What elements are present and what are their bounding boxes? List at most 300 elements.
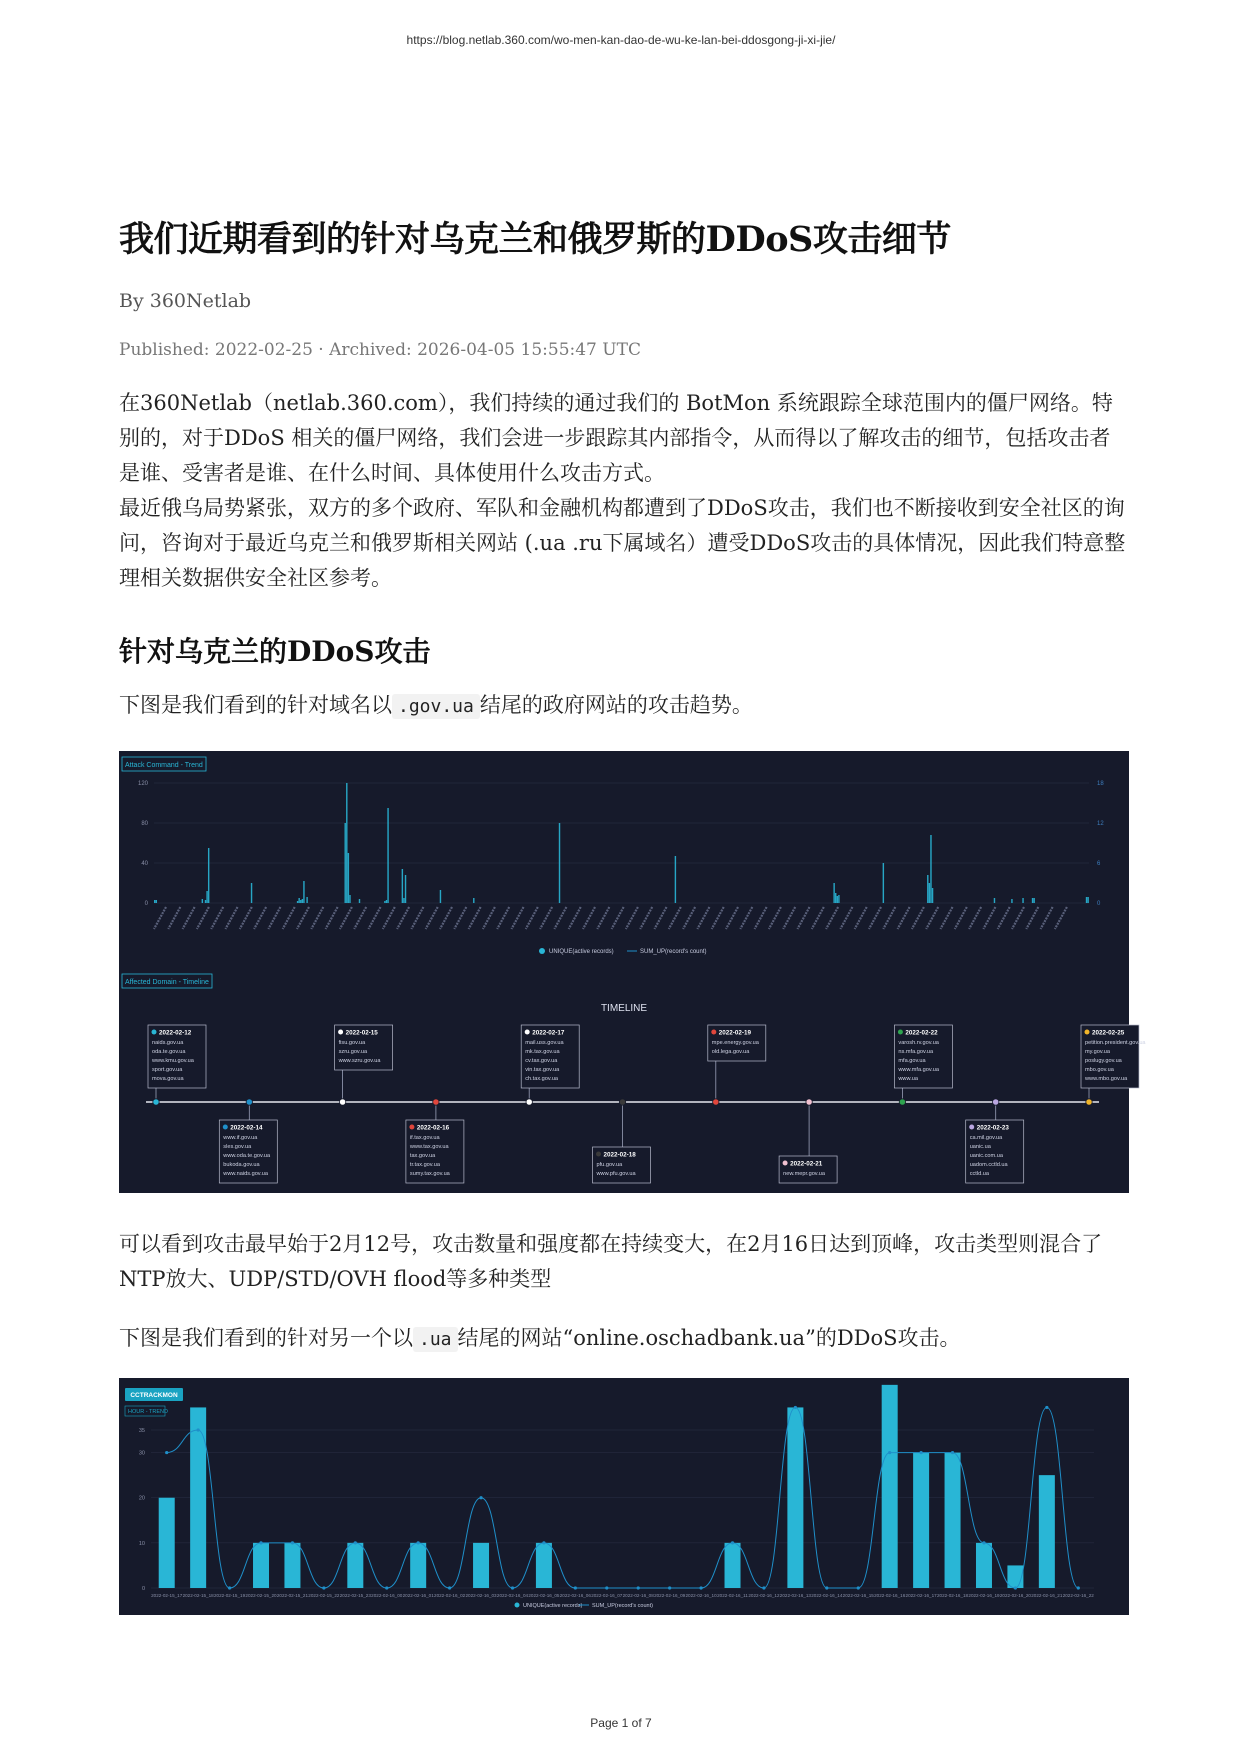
cc-y-tick: 10 [138, 1540, 145, 1547]
trend-bar [208, 848, 209, 903]
trend-label [122, 757, 206, 771]
trend-x-tick-label [340, 907, 352, 929]
cc-x-tick: 2022-02-15_17 [151, 1593, 183, 1598]
timeline-event-domain: fisu.gov.ua [338, 1040, 366, 1046]
timeline-event-date: 2022-02-23 [976, 1124, 1009, 1132]
trend-x-tick-label [783, 907, 795, 929]
cc-x-tick: 2022-02-16_07 [591, 1593, 623, 1598]
gov-ua-paragraph [119, 688, 1129, 724]
trend-x-tick-label [268, 907, 280, 929]
timeline-node [993, 1099, 999, 1105]
trend-bar [1033, 898, 1034, 903]
cc-x-tick: 2022-02-16_18 [936, 1593, 969, 1598]
trend-bar [384, 901, 385, 903]
trend-x-tick-label [926, 907, 938, 929]
ua-code: .ua [413, 1327, 458, 1352]
cc-bar [787, 1407, 803, 1588]
trend-x-tick-label [983, 907, 995, 929]
cc-x-tick: 2022-02-16_09 [654, 1593, 686, 1598]
trend-x-tick-label [440, 907, 452, 929]
timeline-event [708, 1025, 766, 1105]
trend-x-tick-label [655, 907, 667, 929]
gov-ua-text-pre: 下图是我们看到的针对域名以 [119, 693, 392, 717]
trend-x-tick-label [912, 907, 924, 929]
trend-x-tick-label [397, 907, 409, 929]
trend-bar [833, 883, 834, 903]
trend-x-tick-label [254, 907, 266, 929]
trend-x-tick-label [168, 907, 180, 929]
timeline-event-dot [596, 1152, 601, 1157]
timeline-event-domain: cctld.ua [969, 1171, 989, 1177]
timeline-event-date: 2022-02-21 [790, 1160, 823, 1168]
trend-bar [346, 783, 347, 903]
cc-sum-point [417, 1541, 420, 1544]
cc-sum-point [259, 1541, 262, 1544]
trend-bar [835, 893, 836, 903]
publish-info: Published: 2022-02-25 · Archived: 2026-04-05 15:55:47 UTC [119, 340, 641, 360]
timeline-event-domain: my.gov.ua [1085, 1049, 1110, 1055]
cc-sum-point [920, 1451, 923, 1454]
cc-sum-point [731, 1541, 734, 1544]
trend-bar [1022, 898, 1023, 903]
timeline-event-domain: poslugy.gov.ua [1085, 1058, 1122, 1064]
timeline-event-dot [409, 1125, 414, 1130]
trend-bar [883, 863, 884, 903]
timeline-event-domain: naids.gov.ua [152, 1040, 184, 1046]
timeline-event-date: 2022-02-17 [532, 1029, 565, 1037]
timeline-event-domain: www.kmu.gov.ua [152, 1058, 194, 1064]
cc-sum-point [385, 1586, 388, 1589]
timeline-event [521, 1025, 579, 1105]
cc-sum-point [197, 1428, 200, 1431]
trend-bar [303, 881, 304, 903]
timeline-event-dot [1085, 1030, 1090, 1035]
trend-bar [154, 900, 155, 903]
cc-bar [536, 1543, 552, 1588]
trend-x-tick-label [326, 907, 338, 929]
trend-y2-tick: 6 [1097, 861, 1101, 867]
timeline-event-domain: www.ua [898, 1076, 918, 1082]
timeline-event-domain: mova.gov.ua [152, 1076, 184, 1082]
cc-sum-point [982, 1541, 985, 1544]
oschadbank-text-pre: 下图是我们看到的针对另一个以 [119, 1326, 413, 1350]
cc-sum-point [888, 1451, 891, 1454]
trend-x-tick-label [1012, 907, 1024, 929]
trend-x-tick-label [297, 907, 309, 929]
cc-bar [253, 1543, 269, 1588]
trend-x-tick-label [640, 907, 652, 929]
trend-legend-unique: UNIQUE(active records) [549, 949, 614, 955]
trend-x-tick-label [755, 907, 767, 929]
trend-x-tick-label [426, 907, 438, 929]
trend-y2-tick: 12 [1097, 821, 1104, 827]
trend-x-tick-label [840, 907, 852, 929]
trend-y2-tick: 18 [1097, 781, 1104, 787]
timeline-event-domain: mbo.gov.ua [1085, 1067, 1114, 1073]
trend-y-tick: 80 [141, 821, 148, 827]
cc-legend-unique: UNIQUE(active records) [523, 1603, 583, 1609]
timeline-node [713, 1099, 719, 1105]
timeline-event-domain: vin.tax.gov.ua [525, 1067, 560, 1073]
page-footer: Page 1 of 7 [590, 1716, 652, 1730]
cc-x-tick: 2022-02-15_23 [339, 1593, 371, 1598]
cc-title: CCTRACKMON [130, 1392, 178, 1399]
trend-bar [348, 853, 349, 903]
timeline-event [779, 1099, 837, 1183]
trend-bar [405, 875, 406, 903]
cc-x-tick: 2022-02-15_19 [213, 1593, 246, 1598]
trend-bar [675, 856, 676, 903]
trend-bar [559, 823, 560, 903]
timeline-event-domain: mk.tax.gov.ua [525, 1049, 560, 1055]
timeline-event-date: 2022-02-16 [416, 1124, 450, 1132]
trend-y2-tick: 0 [1097, 901, 1101, 907]
trend-legend [539, 948, 707, 955]
trend-x-tick-label [569, 907, 581, 929]
analysis-paragraph: 可以看到攻击最早始于2月12号，攻击数量和强度都在持续变大，在2月16日达到顶峰，攻击类型则混合了NTP放大、UDP/STD/OVH flood等多种类型 [119, 1232, 1103, 1291]
trend-bar [386, 900, 387, 903]
trend-bar [297, 901, 298, 903]
trend-bar [359, 899, 360, 903]
cc-x-tick: 2022-02-16_21 [1031, 1593, 1063, 1598]
cc-sum-point [322, 1586, 325, 1589]
timeline-event-domain: oda.te.gov.ua [152, 1049, 186, 1055]
cc-sum-point [542, 1541, 545, 1544]
cc-bar [882, 1385, 898, 1588]
cc-legend-swatch-unique [515, 1603, 520, 1608]
trend-bar [251, 883, 252, 903]
timeline-node [619, 1099, 625, 1105]
timeline-event-date: 2022-02-25 [1092, 1029, 1125, 1037]
timeline-label [122, 974, 212, 988]
trend-bar [930, 835, 931, 903]
trend-legend-swatch-unique [539, 948, 545, 954]
timeline-event-domain: if.tax.gov.ua [409, 1135, 440, 1141]
cc-x-tick: 2022-02-15_18 [182, 1593, 214, 1598]
cc-sum-point [794, 1406, 797, 1409]
timeline-event-domain: www.naids.gov.ua [223, 1171, 268, 1177]
cc-x-tick: 2022-02-15_20 [245, 1593, 277, 1598]
trend-x-tick-label [941, 907, 953, 929]
timeline-event-date: 2022-02-15 [345, 1029, 378, 1037]
timeline-event-domain: szru.gov.ua [338, 1049, 368, 1055]
trend-bar [1086, 897, 1087, 903]
oschadbank-paragraph [119, 1321, 1129, 1357]
cc-x-tick: 2022-02-16_06 [559, 1593, 591, 1598]
cc-bar [159, 1498, 175, 1588]
cc-x-tick: 2022-02-16_00 [371, 1593, 403, 1598]
cc-sum-point [668, 1586, 671, 1589]
timeline-event-domain: petition.president.gov.ua [1085, 1040, 1146, 1046]
trend-bar [927, 875, 928, 903]
timeline-event-domain: ca.mil.gov.ua [969, 1135, 1003, 1141]
cc-x-tick: 2022-02-16_15 [842, 1593, 874, 1598]
cc-sum-point [228, 1586, 231, 1589]
trend-bars [154, 783, 1089, 903]
timeline-event-domain: www.mbo.gov.ua [1085, 1076, 1128, 1082]
trend-bar [440, 890, 441, 903]
cc-bar [945, 1453, 961, 1588]
timeline-event-domain: ns.mfa.gov.ua [898, 1049, 934, 1055]
trend-x-tick-label [497, 907, 509, 929]
timeline-event [593, 1099, 651, 1183]
trend-bar [838, 895, 839, 903]
timeline-event-domain: new.mepr.gov.ua [783, 1171, 825, 1177]
cc-x-tick: 2022-02-16_17 [905, 1593, 937, 1598]
timeline-event-domain: sport.gov.ua [152, 1067, 183, 1073]
cc-sum-point [448, 1586, 451, 1589]
timeline-node [899, 1099, 905, 1105]
trend-x-tick-label [812, 907, 824, 929]
trend-bar [994, 898, 995, 903]
cc-x-tick: 2022-02-16_14 [811, 1593, 843, 1598]
cc-bar [410, 1543, 426, 1588]
timeline-event-date: 2022-02-18 [603, 1151, 636, 1159]
timeline-event-domain: mfa.gov.ua [898, 1058, 926, 1064]
trend-x-tick-label [526, 907, 538, 929]
intro-paragraph: 在360Netlab（netlab.360.com），我们持续的通过我们的 BotMon 系统跟踪全球范围内的僵尸网络。特别的，对于DDoS 相关的僵尸网络，我们会进一步跟踪其内部指令，从而得以了解攻击的细节，包括攻击者是谁、受害者是谁、在什么时间、具体使用什么攻击方式。 [119, 391, 1113, 485]
trend-label-text: Attack Command - Trend [125, 762, 203, 769]
cc-bar [284, 1543, 300, 1588]
trend-bar [1011, 899, 1012, 903]
trend-x-tick-label [898, 907, 910, 929]
trend-x-tick-label [969, 907, 981, 929]
timeline-event-dot [783, 1161, 788, 1166]
trend-x-tick-label [726, 907, 738, 929]
cc-sum-point [951, 1451, 954, 1454]
cc-bars [159, 1385, 1055, 1588]
trend-y-tick: 40 [141, 861, 148, 867]
oschadbank-text-post: 结尾的网站“online.oschadbank.ua”的DDoS攻击。 [457, 1326, 961, 1350]
trend-bar [932, 888, 933, 903]
cc-sum-point [354, 1541, 357, 1544]
cc-sum-point [511, 1586, 514, 1589]
cc-x-tick: 2022-02-16_08 [622, 1593, 654, 1598]
timeline-event [966, 1099, 1024, 1183]
cc-sum-point [605, 1586, 608, 1589]
trend-x-tick-label [1055, 907, 1067, 929]
trend-x-tick-label [383, 907, 395, 929]
timeline-event [219, 1099, 277, 1183]
trend-x-tick-label [826, 907, 838, 929]
trend-bar [929, 883, 930, 903]
timeline-event-domain: www.tax.gov.ua [409, 1144, 449, 1150]
timeline-event [148, 1025, 206, 1105]
timeline-event-domain: uanic.ua [969, 1144, 991, 1150]
trend-x-tick-label [226, 907, 238, 929]
timeline-event-domain: bukoda.gov.ua [223, 1162, 260, 1168]
timeline-event [1081, 1025, 1146, 1105]
cc-x-tick: 2022-02-16_01 [402, 1593, 434, 1598]
timeline-event-domain: sumy.tax.gov.ua [409, 1171, 450, 1177]
timeline-event-domain: www.if.gov.ua [223, 1135, 258, 1141]
cc-x-tick: 2022-02-16_12 [748, 1593, 780, 1598]
timeline-event-dot [969, 1125, 974, 1130]
timeline-event-domain: varosh.rv.gov.ua [898, 1040, 939, 1046]
cc-sum-point [857, 1586, 860, 1589]
timeline-node [153, 1099, 159, 1105]
trend-x-tick-label [369, 907, 381, 929]
trend-x-tick-label [697, 907, 709, 929]
trend-bar [306, 897, 307, 903]
cc-x-tick: 2022-02-16_02 [434, 1593, 466, 1598]
timeline-node [246, 1099, 252, 1105]
cc-sum-point [479, 1496, 482, 1499]
trend-bar [1087, 897, 1088, 903]
trend-x-tick-label [583, 907, 595, 929]
trend-bar [387, 808, 388, 903]
timeline-event-domain: tax.gov.ua [409, 1153, 436, 1159]
cc-x-tick: 2022-02-16_05 [528, 1593, 560, 1598]
cc-bar [347, 1543, 363, 1588]
trend-bar [403, 898, 404, 903]
timeline-event-domain: mpe.energy.gov.ua [711, 1040, 759, 1046]
timeline-event-domain: uanic.com.ua [969, 1153, 1003, 1159]
timeline-event-dot [223, 1125, 228, 1130]
cc-bar [1007, 1565, 1023, 1588]
trend-x-tick-label [712, 907, 724, 929]
cc-y-tick: 30 [138, 1450, 145, 1457]
trend-bar [206, 891, 207, 903]
cc-sum-point [291, 1541, 294, 1544]
trend-bar [473, 898, 474, 903]
trend-x-tick-label [411, 907, 423, 929]
timeline-event-domain: www.oda.te.gov.ua [223, 1153, 271, 1159]
timeline-event-domain: uadom.cctld.ua [969, 1162, 1008, 1168]
trend-x-tick-label [240, 907, 252, 929]
trend-x-tick-label [311, 907, 323, 929]
cc-x-tick: 2022-02-16_22 [1062, 1593, 1094, 1598]
trend-bar [837, 896, 838, 903]
trend-bar [298, 898, 299, 903]
cc-header [125, 1388, 183, 1416]
trend-x-tick-label [955, 907, 967, 929]
cc-subtitle: HOUR - TREND [128, 1409, 168, 1415]
oschadbank-figure [119, 1378, 1129, 1615]
timeline-event [406, 1099, 464, 1183]
timeline-event-domain: tr.tax.gov.ua [409, 1162, 440, 1168]
timeline-event-dot [338, 1030, 343, 1035]
trend-x-tick-label [454, 907, 466, 929]
cc-x-tick: 2022-02-16_13 [779, 1593, 811, 1598]
timeline-event-domain: cv.tax.gov.ua [525, 1058, 558, 1064]
timeline-label-text: Affected Domain - Timeline [125, 979, 209, 986]
trend-x-tick-label [612, 907, 624, 929]
timeline-event-domain: www.mfa.gov.ua [898, 1067, 940, 1073]
trend-x-tick-label [154, 907, 166, 929]
timeline-event-domain: www.szru.gov.ua [338, 1058, 381, 1064]
trend-x-tick-label [683, 907, 695, 929]
trend-x-tick-label [869, 907, 881, 929]
timeline-node [339, 1099, 345, 1105]
timeline-event-dot [711, 1030, 716, 1035]
trend-x-tick-label [211, 907, 223, 929]
timeline-event [894, 1025, 952, 1105]
cc-sum-point [1014, 1586, 1017, 1589]
trend-x-tick-label [1041, 907, 1053, 929]
timeline-node [1086, 1099, 1092, 1105]
cc-bar [913, 1453, 929, 1588]
timeline-event-date: 2022-02-19 [718, 1029, 752, 1037]
trend-x-tick-label [998, 907, 1010, 929]
trend-x-tick-label [469, 907, 481, 929]
timeline-event [335, 1025, 393, 1105]
cc-sum-point [762, 1586, 765, 1589]
gov-ua-chart [119, 751, 1146, 1193]
timeline-event-dot [898, 1030, 903, 1035]
trend-y-tick: 0 [144, 901, 148, 907]
trend-x-tick-label [483, 907, 495, 929]
cc-bar [725, 1543, 741, 1588]
trend-bar [202, 899, 203, 903]
page-url: https://blog.netlab.360.com/wo-men-kan-dao-de-wu-ke-lan-bei-ddosgong-ji-xi-jie/ [406, 33, 836, 47]
cc-sum-point [165, 1451, 168, 1454]
trend-x-tick-label [1026, 907, 1038, 929]
cc-y-tick: 35 [138, 1428, 145, 1434]
timeline-node [526, 1099, 532, 1105]
context-paragraph: 最近俄乌局势紧张，双方的多个政府、军队和金融机构都遭到了DDoS攻击，我们也不断接收到安全社区的询问，咨询对于最近乌克兰和俄罗斯相关网站 (.ua .ru下属域名）遭受DDoS攻击的具体情况，因此我们特意整理相关数据供安全社区参考。 [119, 496, 1126, 590]
timeline-event-date: 2022-02-12 [159, 1029, 192, 1037]
timeline-event-domain: www.pfu.gov.ua [596, 1171, 636, 1177]
timeline-node [433, 1099, 439, 1105]
trend-x-tick-label [798, 907, 810, 929]
oschadbank-chart [119, 1378, 1129, 1615]
cc-x-tick: 2022-02-16_11 [717, 1593, 748, 1598]
byline: By 360Netlab [119, 290, 252, 312]
trend-bar [205, 900, 206, 903]
trend-bar [156, 900, 157, 903]
timeline-node [806, 1099, 812, 1105]
trend-bar [300, 900, 301, 903]
trend-x-tick-label [540, 907, 552, 929]
trend-bar [344, 823, 345, 903]
trend-bar [349, 895, 350, 903]
section-heading: 针对乌克兰的DDoS攻击 [119, 635, 431, 668]
trend-x-tick-label [354, 907, 366, 929]
cc-sum-point [699, 1586, 702, 1589]
trend-x-tick-label [626, 907, 638, 929]
article-title: 我们近期看到的针对乌克兰和俄罗斯的DDoS攻击细节 [119, 219, 951, 260]
trend-x-tick-label [283, 907, 295, 929]
cc-sum-point [574, 1586, 577, 1589]
trend-bar [402, 869, 403, 903]
cc-sum-point [825, 1586, 828, 1589]
trend-x-tick-label [669, 907, 681, 929]
trend-x-tick-label [740, 907, 752, 929]
timeline-event-date: 2022-02-14 [230, 1124, 263, 1132]
trend-x-tick-label [597, 907, 609, 929]
timeline-event-date: 2022-02-22 [905, 1029, 938, 1037]
cc-sum-point [637, 1586, 640, 1589]
trend-bar [1032, 898, 1033, 903]
cc-legend-sum: SUM_UP(record's count) [592, 1603, 653, 1609]
trend-x-tick-label [197, 907, 209, 929]
trend-bar [302, 899, 303, 903]
timeline-event-dot [152, 1030, 157, 1035]
cc-y-tick: 20 [138, 1495, 145, 1502]
cc-x-tick: 2022-02-15_22 [308, 1593, 340, 1598]
trend-x-tick-label [769, 907, 781, 929]
cc-x-tick: 2022-02-16_03 [465, 1593, 497, 1598]
cc-x-tick: 2022-02-16_20 [999, 1593, 1032, 1598]
cc-x-tick: 2022-02-15_21 [276, 1593, 309, 1598]
gov-ua-figure [119, 751, 1146, 1193]
timeline-event-domain: mail.uss.gov.ua [525, 1040, 564, 1046]
timeline-event-domain: ch.tax.gov.ua [525, 1076, 559, 1082]
gov-ua-code: .gov.ua [392, 694, 480, 719]
cc-sum-point [1077, 1586, 1080, 1589]
gov-ua-text-post: 结尾的政府网站的攻击趋势。 [479, 693, 753, 717]
